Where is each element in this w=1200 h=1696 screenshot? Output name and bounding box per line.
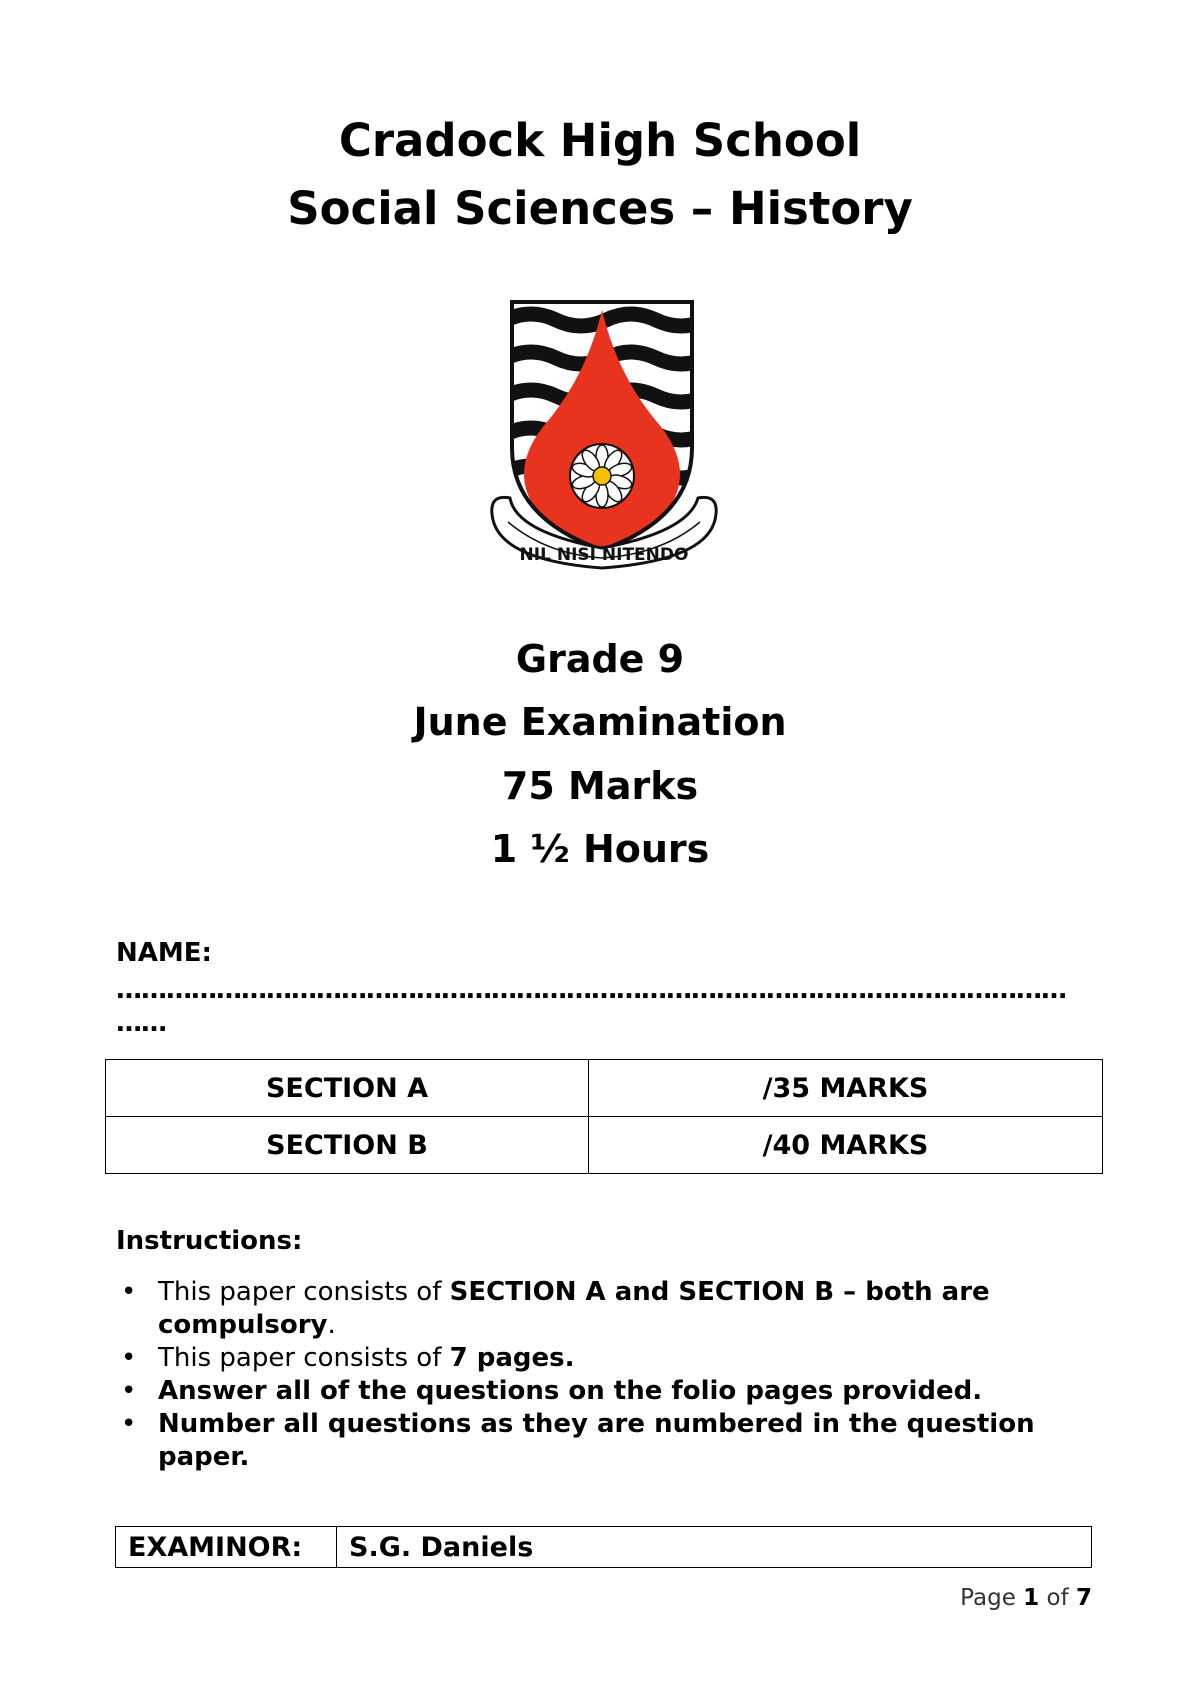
examiner-table xyxy=(115,1526,1092,1568)
list-item: • This paper consists of 7 pages. xyxy=(121,1343,575,1373)
page-number: Page 1 of 7 xyxy=(960,1585,1092,1611)
name-label: NAME: xyxy=(116,938,212,968)
marks-table xyxy=(105,1059,1103,1174)
table-row xyxy=(106,1117,1103,1174)
total-marks: 75 Marks xyxy=(501,764,699,808)
subject-title: Social Sciences – History xyxy=(287,182,913,235)
list-item: • This paper consists of SECTION A and SECTION B – both are compulsory. xyxy=(121,1277,990,1340)
exam-duration: 1 ½ Hours xyxy=(490,827,710,871)
table-row xyxy=(116,1527,1092,1568)
grade-label: Grade 9 xyxy=(515,637,685,681)
bullet-icon: • xyxy=(121,1277,137,1307)
table-row xyxy=(106,1060,1103,1117)
name-fill-line-continued: …… xyxy=(116,1008,166,1038)
school-name: Cradock High School xyxy=(338,114,862,167)
school-crest-logo xyxy=(486,298,722,572)
bullet-icon: • xyxy=(121,1376,137,1406)
section-name: SECTION B xyxy=(106,1117,589,1174)
instructions-title: Instructions: xyxy=(116,1226,303,1256)
examiner-label: EXAMINOR: xyxy=(116,1527,337,1568)
crest-motto: NIL NISI NITENDO xyxy=(519,545,689,565)
list-item: • Number all questions as they are numbered in the question paper. xyxy=(121,1409,1035,1472)
bullet-icon: • xyxy=(121,1343,137,1373)
section-name: SECTION A xyxy=(106,1060,589,1117)
section-marks: /40 MARKS xyxy=(589,1117,1103,1174)
bullet-icon: • xyxy=(121,1409,137,1439)
section-marks: /35 MARKS xyxy=(589,1060,1103,1117)
list-item: • Answer all of the questions on the folio pages provided. xyxy=(121,1376,983,1406)
exam-session: June Examination xyxy=(413,700,787,744)
name-fill-line: …………………………………………………………………………………………………… xyxy=(116,975,1066,1005)
examiner-name: S.G. Daniels xyxy=(337,1527,1092,1568)
instructions-list xyxy=(116,1276,1076,1474)
